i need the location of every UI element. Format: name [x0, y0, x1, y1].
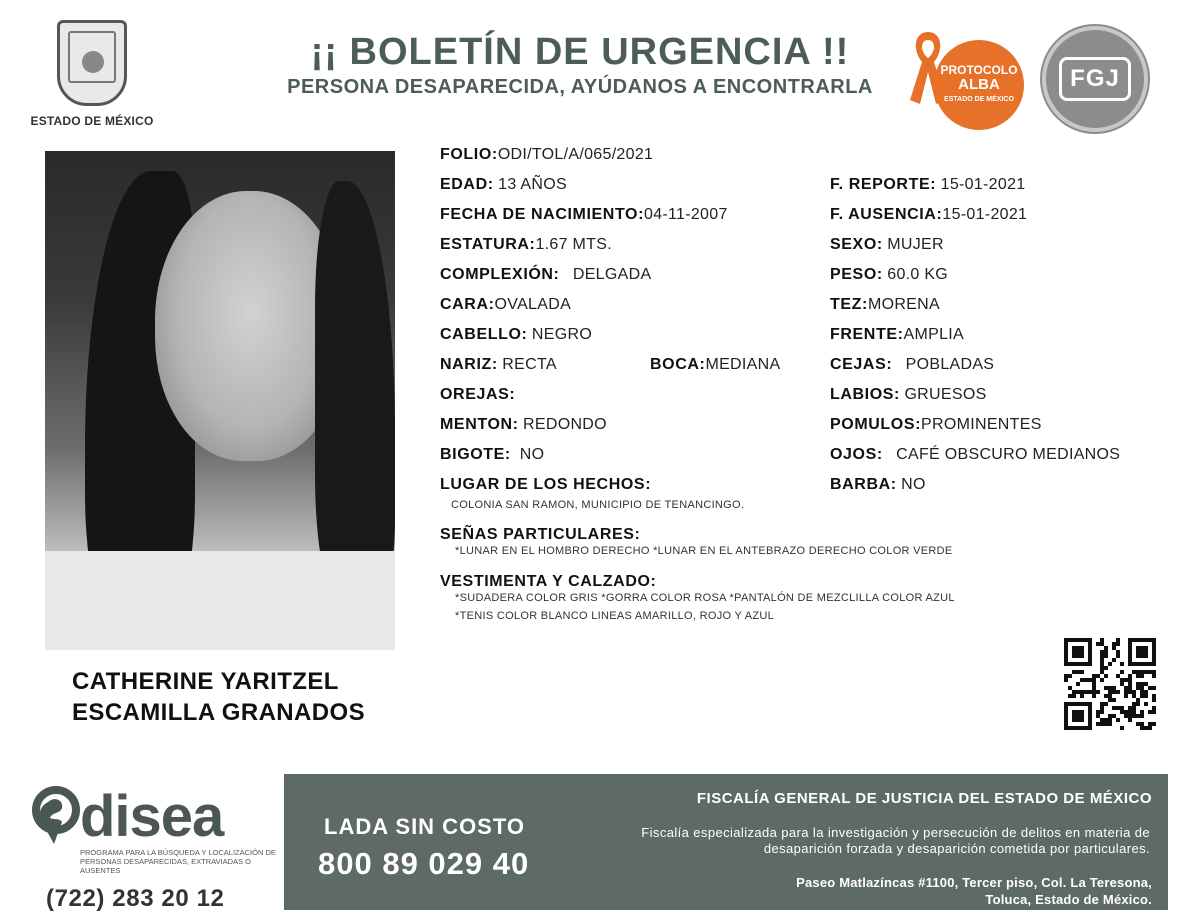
address-line-2: Toluca, Estado de México. [985, 892, 1152, 907]
state-label: ESTADO DE MÉXICO [30, 114, 154, 128]
field-edad: EDAD: 13 AÑOS [440, 176, 567, 193]
estado-mexico-logo [28, 20, 156, 128]
coat-of-arms-icon [57, 20, 127, 106]
bulletin-title: ¡¡ BOLETÍN DE URGENCIA !! [310, 31, 850, 73]
field-frente: FRENTE:AMPLIA [830, 326, 965, 343]
fgj-title: FISCALÍA GENERAL DE JUSTICIA DEL ESTADO DE MÉXICO [696, 790, 1152, 807]
odisea-description: PROGRAMA PARA LA BÚSQUEDA Y LOCALIZACIÓN DE PERSONAS DESAPARECIDAS, EXTRAVIADAS O AUSENTES [80, 848, 276, 875]
field-cejas: CEJAS: POBLADAS [830, 356, 995, 373]
field-labios: LABIOS: GRUESOS [830, 386, 987, 403]
field-cabello: CABELLO: NEGRO [440, 326, 593, 343]
name-line-1: CATHERINE YARITZEL [72, 668, 339, 695]
field-peso: PESO: 60.0 KG [830, 266, 949, 283]
protocolo-alba-logo [902, 22, 1032, 132]
field-sexo: SEXO: MUJER [830, 236, 944, 253]
vestimenta-line-2: *TENIS COLOR BLANCO LINEAS AMARILLO, ROJO Y AZUL [455, 610, 775, 622]
field-orejas: OREJAS: [440, 386, 516, 403]
person-photo [45, 151, 395, 650]
qr-code[interactable] [1064, 638, 1156, 730]
bulletin-header [250, 30, 910, 99]
lugar-hechos-value: COLONIA SAN RAMON, MUNICIPIO DE TENANCINGO. [451, 499, 745, 511]
field-estatura: ESTATURA:1.67 MTS. [440, 236, 612, 253]
field-pomulos: POMULOS:PROMINENTES [830, 416, 1042, 433]
fgj-logo-text: FGJ [1059, 57, 1131, 101]
name-line-2: ESCAMILLA GRANADOS [72, 699, 365, 726]
odisea-block [30, 786, 280, 913]
senas-particulares-value: *LUNAR EN EL HOMBRO DERECHO *LUNAR EN EL ANTEBRAZO DERECHO COLOR VERDE [455, 545, 953, 557]
alba-badge: PROTOCOLO ALBA ESTADO DE MÉXICO [934, 40, 1024, 130]
field-folio: FOLIO:ODI/TOL/A/065/2021 [440, 146, 654, 163]
person-name [72, 666, 432, 728]
odisea-wordmark: disea [80, 784, 224, 849]
field-tez: TEZ:MORENA [830, 296, 940, 313]
footer-contact-bar [284, 774, 1168, 910]
lada-label: LADA SIN COSTO [324, 814, 526, 839]
field-lugar-hechos: LUGAR DE LOS HECHOS: [440, 476, 652, 493]
field-bigote: BIGOTE: NO [440, 446, 545, 463]
field-menton: MENTON: REDONDO [440, 416, 607, 433]
field-barba: BARBA: NO [830, 476, 926, 493]
vestimenta-line-1: *SUDADERA COLOR GRIS *GORRA COLOR ROSA *PANTALÓN DE MEZCLILLA COLOR AZUL [455, 592, 955, 604]
field-fecha-nacimiento: FECHA DE NACIMIENTO:04-11-2007 [440, 206, 728, 223]
vestimenta-label: VESTIMENTA Y CALZADO: [440, 573, 657, 590]
senas-particulares-label: SEÑAS PARTICULARES: [440, 526, 641, 543]
field-complexion: COMPLEXIÓN: DELGADA [440, 266, 652, 283]
address-line-1: Paseo Matlazíncas #1100, Tercer piso, Col. La Teresona, [796, 875, 1152, 890]
fgj-seal-logo [1042, 26, 1148, 132]
bulletin-subtitle: PERSONA DESAPARECIDA, AYÚDANOS A ENCONTRARLA [287, 76, 873, 98]
fgj-description: Fiscalía especializada para la investigación y persecución de delitos en materia de desaparición forzada y desaparición cometida por particulares. [641, 825, 1150, 856]
odisea-phone[interactable]: (722) 283 20 12 [46, 885, 225, 912]
field-fecha-reporte: F. REPORTE: 15-01-2021 [830, 176, 1026, 193]
field-nariz: NARIZ: RECTA [440, 356, 557, 373]
field-ojos: OJOS: CAFÉ OBSCURO MEDIANOS [830, 446, 1121, 463]
odisea-pin-icon [30, 786, 82, 846]
field-cara: CARA:OVALADA [440, 296, 572, 313]
field-boca: BOCA:MEDIANA [650, 356, 781, 373]
lada-number[interactable]: 800 89 029 40 [318, 846, 530, 881]
fgj-address [632, 874, 1152, 908]
field-fecha-ausencia: F. AUSENCIA:15-01-2021 [830, 206, 1028, 223]
